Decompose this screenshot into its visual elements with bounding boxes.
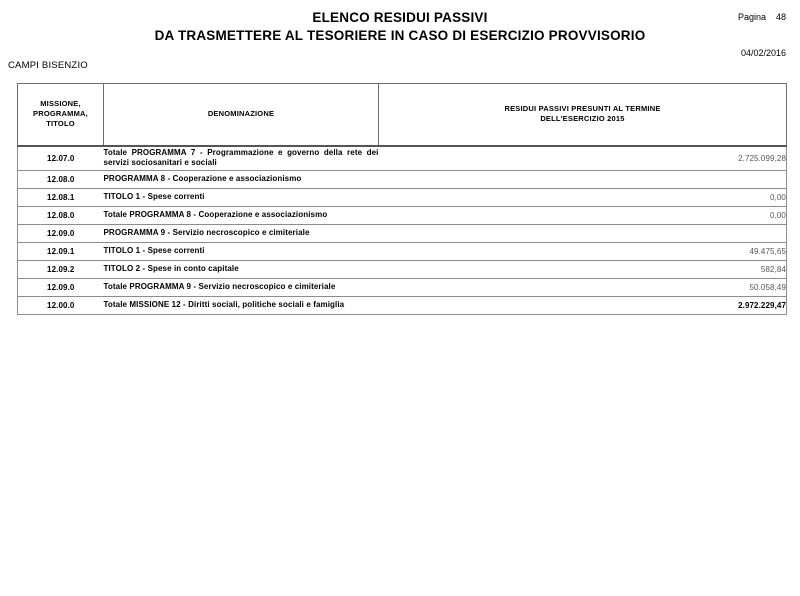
row-description: Totale MISSIONE 12 - Diritti sociali, politiche sociali e famiglia — [104, 297, 379, 315]
row-code: 12.09.0 — [18, 225, 104, 243]
document-date: 04/02/2016 — [740, 48, 786, 58]
table-header — [18, 84, 787, 146]
column-header-code — [18, 84, 104, 146]
row-amount: 0,00 — [379, 207, 787, 225]
row-description: Totale PROGRAMMA 8 - Cooperazione e associazionismo — [104, 207, 379, 225]
table-row — [18, 261, 787, 279]
table-row — [18, 189, 787, 207]
page-number-value: 48 — [775, 12, 786, 22]
table-row — [18, 279, 787, 297]
row-code: 12.08.0 — [18, 207, 104, 225]
column-header-code-line-2: PROGRAMMA, — [33, 109, 88, 119]
title-line-1: ELENCO RESIDUI PASSIVI — [312, 10, 488, 25]
row-code: 12.08.1 — [18, 189, 104, 207]
row-description: TITOLO 2 - Spese in conto capitale — [104, 261, 379, 279]
row-code: 12.08.0 — [18, 171, 104, 189]
row-description-text: Totale PROGRAMMA 7 - Programmazione e governo della rete dei servizi sociosanitari e sociali — [103, 147, 379, 168]
row-amount — [379, 225, 787, 243]
row-code: 12.07.0 — [18, 146, 104, 171]
table-row — [18, 207, 787, 225]
row-amount: 50.058,49 — [379, 279, 787, 297]
row-code: 12.09.1 — [18, 243, 104, 261]
column-header-code-line-3: TITOLO — [46, 119, 75, 129]
table-body — [18, 146, 787, 315]
entity-name: CAMPI BISENZIO — [8, 60, 88, 71]
row-amount: 2.972.229,47 — [379, 297, 787, 315]
column-header-code-line-1: MISSIONE, — [40, 99, 81, 109]
table-row — [18, 225, 787, 243]
residui-table — [17, 83, 787, 315]
row-amount: 0,00 — [379, 189, 787, 207]
page-number-label: Pagina — [737, 12, 766, 22]
row-code: 12.09.2 — [18, 261, 104, 279]
residui-table-container — [17, 83, 786, 315]
row-code: 12.09.0 — [18, 279, 104, 297]
row-description: PROGRAMMA 8 - Cooperazione e associazionismo — [104, 171, 379, 189]
column-header-denominazione-label: DENOMINAZIONE — [207, 109, 275, 119]
column-header-residui — [379, 84, 787, 146]
document-title — [0, 10, 800, 44]
table-header-row — [18, 84, 787, 146]
table-row — [18, 297, 787, 315]
document-header — [0, 0, 800, 50]
row-description: TITOLO 1 - Spese correnti — [104, 189, 379, 207]
table-row — [18, 243, 787, 261]
column-header-residui-line-1: RESIDUI PASSIVI PRESUNTI AL TERMINE — [504, 104, 661, 114]
row-description: TITOLO 1 - Spese correnti — [104, 243, 379, 261]
row-code: 12.00.0 — [18, 297, 104, 315]
row-description: Totale PROGRAMMA 9 - Servizio necroscopico e cimiteriale — [104, 279, 379, 297]
table-row — [18, 171, 787, 189]
column-header-residui-line-2: DELL'ESERCIZIO 2015 — [540, 114, 625, 124]
row-description: PROGRAMMA 9 - Servizio necroscopico e cimiteriale — [104, 225, 379, 243]
page-number-block — [738, 12, 786, 22]
row-amount — [379, 171, 787, 189]
row-amount: 49.475,65 — [379, 243, 787, 261]
column-header-denominazione — [104, 84, 379, 146]
row-amount: 2.725.099,28 — [379, 146, 787, 171]
table-row — [18, 146, 787, 171]
row-amount: 582,84 — [379, 261, 787, 279]
title-line-2: DA TRASMETTERE AL TESORIERE IN CASO DI ESERCIZIO PROVVISORIO — [154, 28, 646, 43]
row-description — [104, 146, 379, 171]
